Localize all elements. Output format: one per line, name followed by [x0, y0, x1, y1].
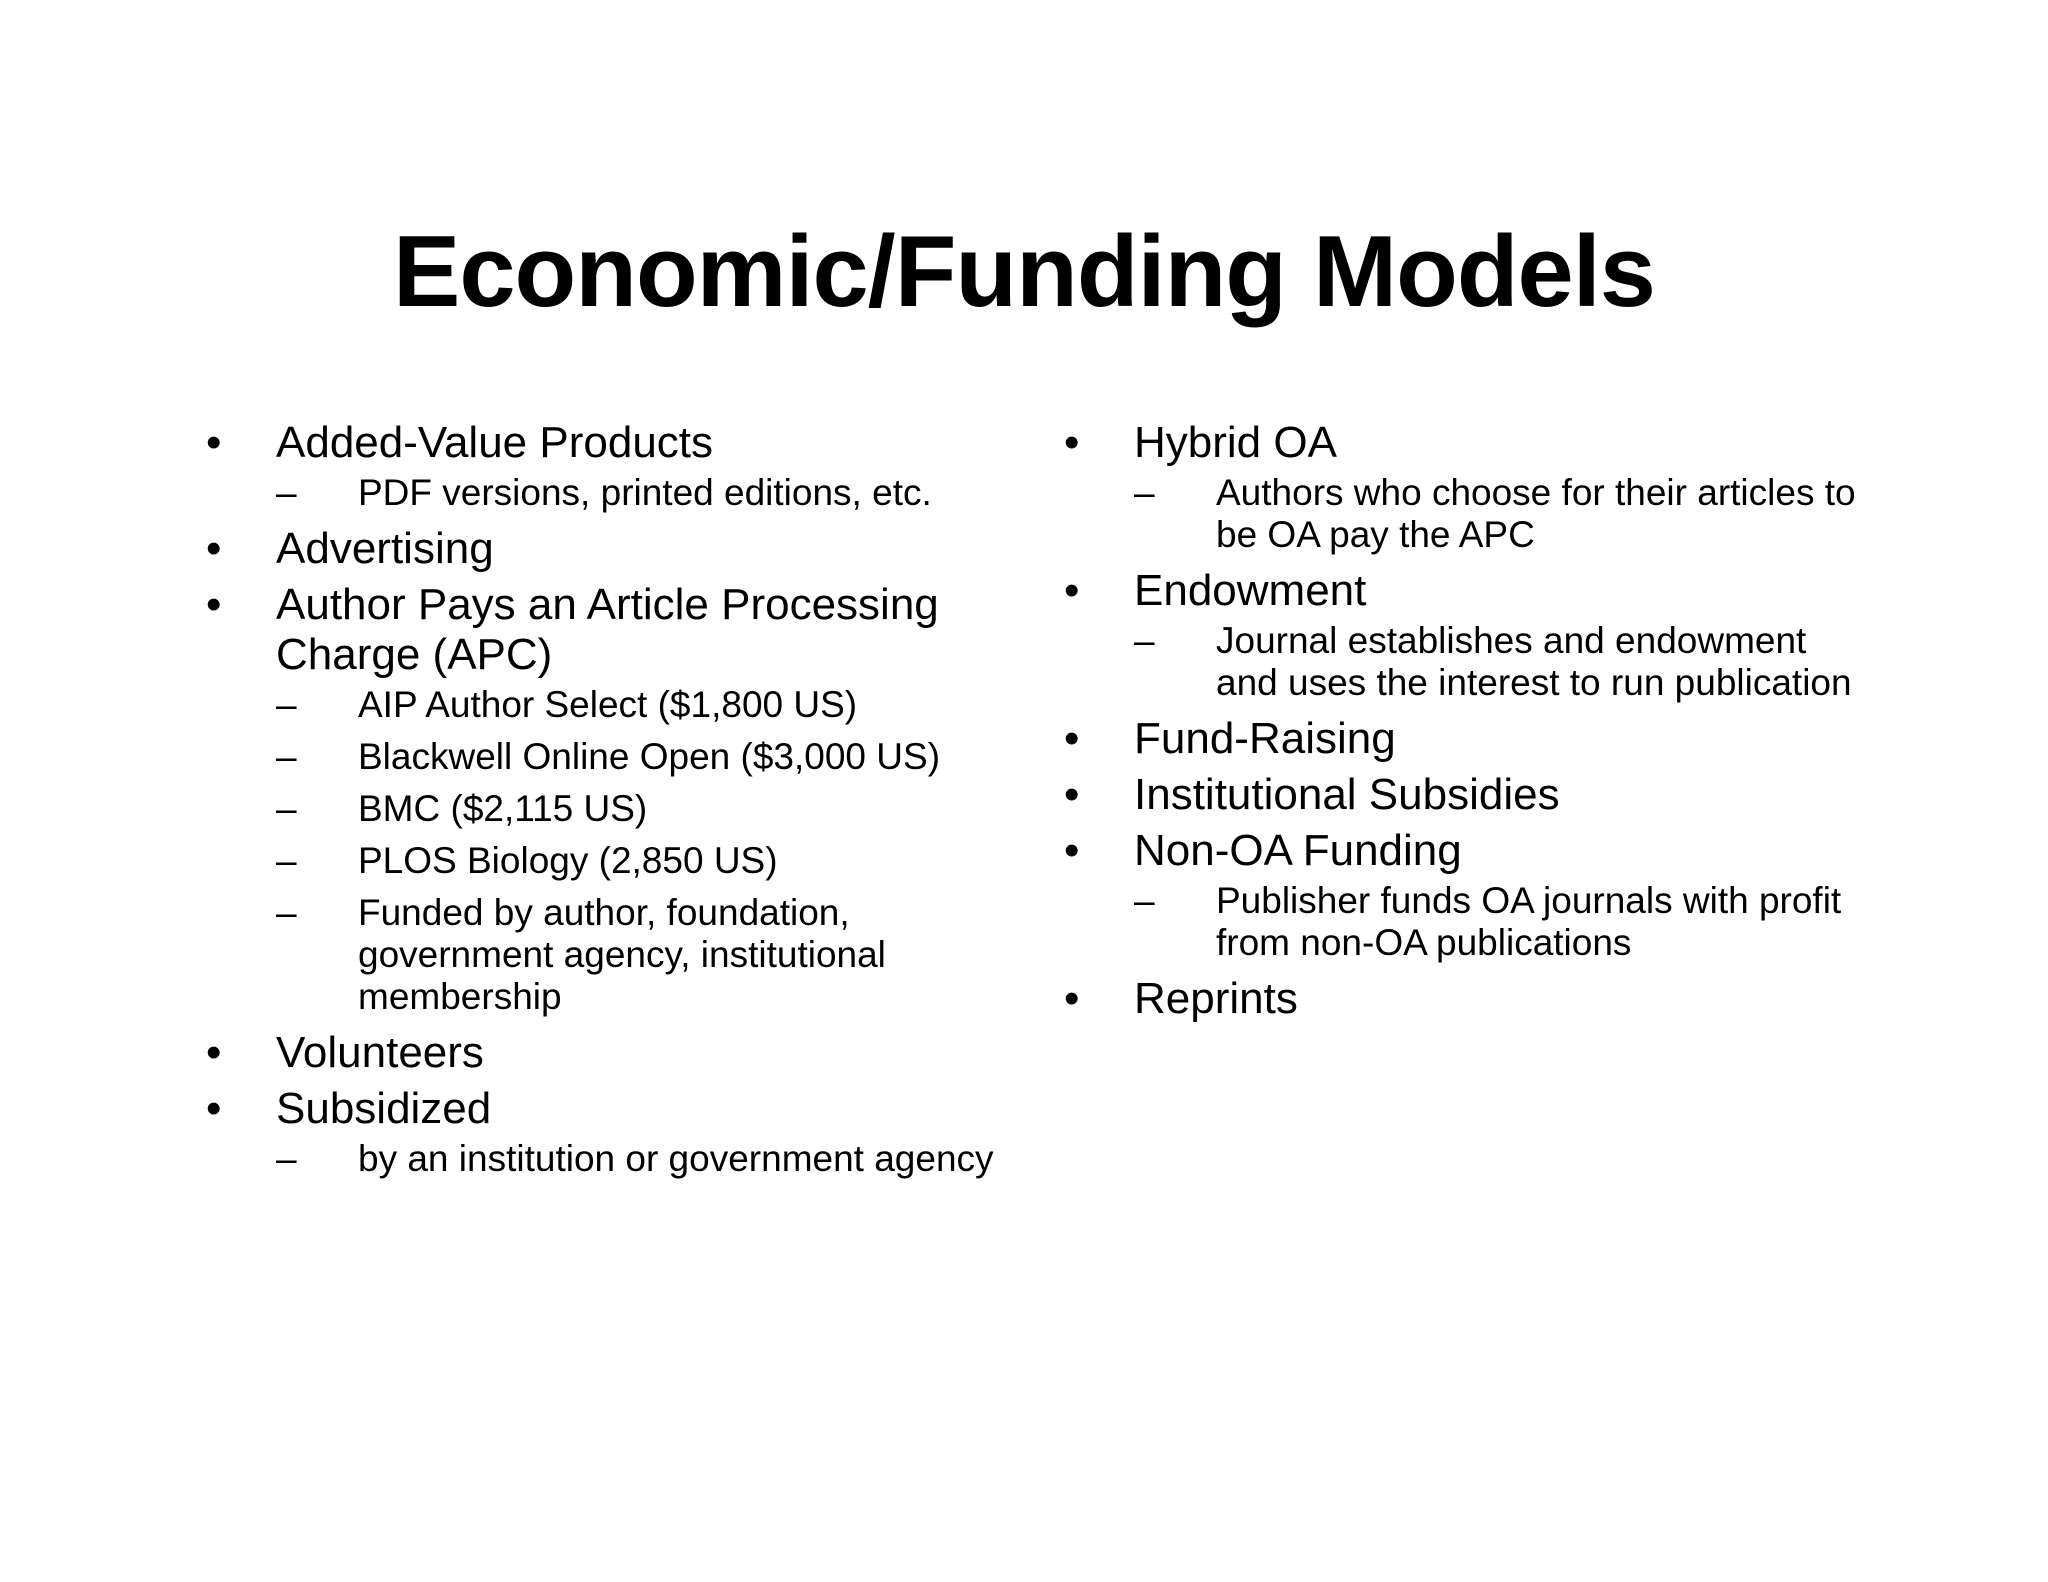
sub-bullet-list [276, 684, 1020, 1018]
bullet-icon: • [206, 1084, 222, 1133]
sub-bullet-text: Authors who choose for their articles to be OA pay the APC [1216, 472, 1856, 555]
sub-bullet-text: Blackwell Online Open ($3,000 US) [358, 736, 941, 777]
dash-icon: – [276, 788, 297, 829]
bullet-text: Non-OA Funding [1134, 826, 1462, 875]
bullet-icon: • [1064, 418, 1080, 467]
dash-icon: – [276, 892, 297, 933]
bullet-icon: • [1064, 826, 1080, 875]
dash-icon: – [276, 472, 297, 513]
sub-bullet-item [276, 788, 1020, 830]
bullet-icon: • [206, 1028, 222, 1077]
sub-bullet-list [1134, 472, 1858, 556]
dash-icon: – [276, 736, 297, 777]
bullet-icon: • [206, 418, 222, 467]
right-column [1058, 418, 1858, 1030]
bullet-item [1058, 826, 1858, 964]
dash-icon: – [1134, 880, 1155, 921]
bullet-icon: • [1064, 974, 1080, 1023]
sub-bullet-item [276, 736, 1020, 778]
sub-bullet-item [276, 892, 1020, 1018]
bullet-item [1058, 418, 1858, 556]
bullet-item [200, 1084, 1020, 1180]
dash-icon: – [1134, 472, 1155, 513]
sub-bullet-list [276, 472, 1020, 514]
bullet-item [200, 1028, 1020, 1078]
bullet-text: Institutional Subsidies [1134, 770, 1560, 819]
sub-bullet-text: BMC ($2,115 US) [358, 788, 648, 829]
sub-bullet-text: AIP Author Select ($1,800 US) [358, 684, 858, 725]
sub-bullet-item [1134, 620, 1858, 704]
dash-icon: – [276, 840, 297, 881]
left-column [200, 418, 1020, 1190]
bullet-text: Added-Value Products [276, 418, 714, 467]
sub-bullet-text: Journal establishes and endowment and uses the interest to run publication [1216, 620, 1852, 703]
bullet-item [200, 418, 1020, 514]
sub-bullet-item [276, 684, 1020, 726]
slide-title: Economic/Funding Models [393, 216, 1655, 328]
sub-bullet-item [1134, 472, 1858, 556]
bullet-text: Hybrid OA [1134, 418, 1337, 467]
bullet-item [1058, 566, 1858, 704]
bullet-text: Author Pays an Article Processing Charge (APC) [276, 580, 939, 679]
bullet-icon: • [206, 580, 222, 629]
sub-bullet-text: PLOS Biology (2,850 US) [358, 840, 778, 881]
sub-bullet-item [276, 472, 1020, 514]
dash-icon: – [276, 1138, 297, 1179]
bullet-item [1058, 770, 1858, 820]
bullet-item [200, 524, 1020, 574]
sub-bullet-text: Funded by author, foundation, government agency, institutional membership [358, 892, 886, 1017]
bullet-icon: • [206, 524, 222, 573]
bullet-text: Volunteers [276, 1028, 484, 1077]
bullet-text: Subsidized [276, 1084, 492, 1133]
bullet-icon: • [1064, 714, 1080, 763]
bullet-text: Reprints [1134, 974, 1298, 1023]
sub-bullet-list [1134, 620, 1858, 704]
bullet-item [1058, 974, 1858, 1024]
sub-bullet-list [1134, 880, 1858, 964]
bullet-text: Advertising [276, 524, 494, 573]
sub-bullet-item [276, 1138, 1020, 1180]
bullet-item [1058, 714, 1858, 764]
bullet-item [200, 580, 1020, 1018]
sub-bullet-item [276, 840, 1020, 882]
sub-bullet-text: Publisher funds OA journals with profit from non-OA publications [1216, 880, 1842, 963]
sub-bullet-text: PDF versions, printed editions, etc. [358, 472, 932, 513]
sub-bullet-item [1134, 880, 1858, 964]
dash-icon: – [1134, 620, 1155, 661]
bullet-text: Fund-Raising [1134, 714, 1396, 763]
left-bullet-list [200, 418, 1020, 1180]
bullet-icon: • [1064, 566, 1080, 615]
dash-icon: – [276, 684, 297, 725]
sub-bullet-text: by an institution or government agency [358, 1138, 994, 1179]
right-bullet-list [1058, 418, 1858, 1024]
bullet-text: Endowment [1134, 566, 1367, 615]
bullet-icon: • [1064, 770, 1080, 819]
sub-bullet-list [276, 1138, 1020, 1180]
